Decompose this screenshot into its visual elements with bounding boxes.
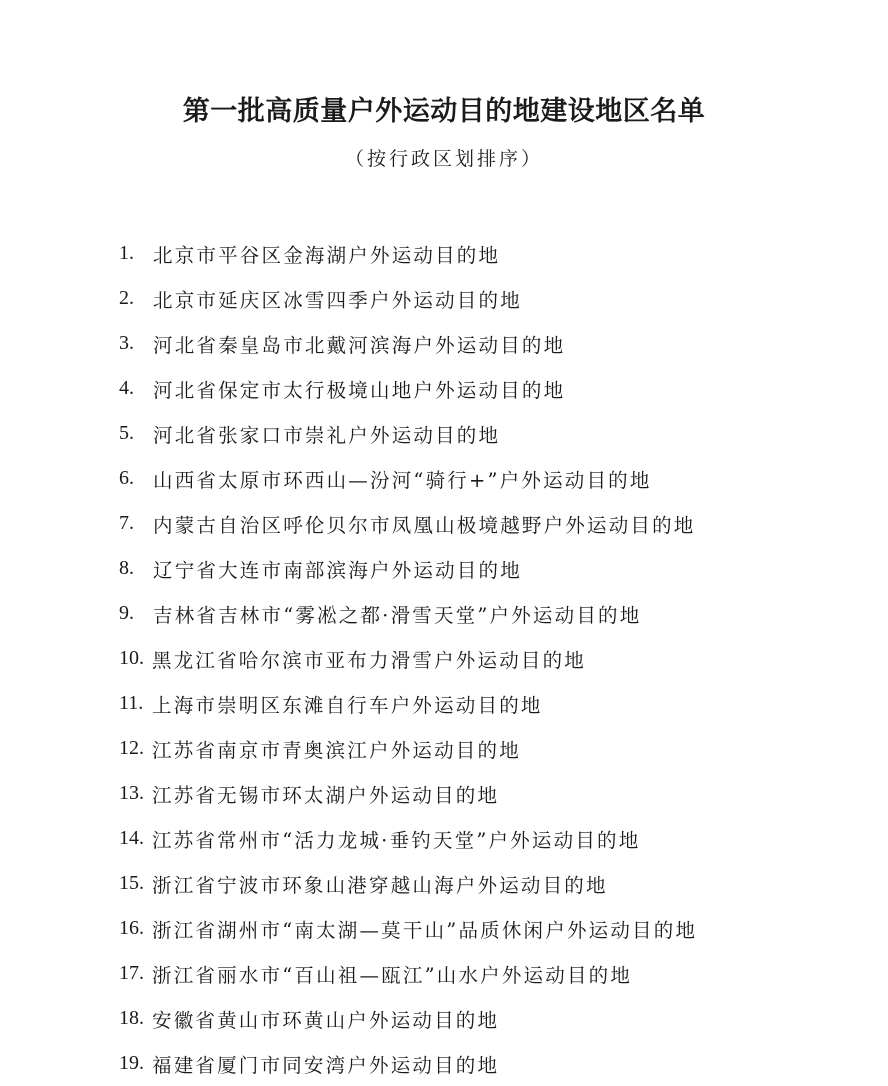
item-text: 安徽省黄山市环黄山户外运动目的地 [152, 1008, 500, 1032]
item-number: 8. [119, 557, 134, 579]
item-number: 7. [119, 512, 134, 534]
item-number: 17. [119, 962, 144, 984]
document-title: 第一批高质量户外运动目的地建设地区名单 [182, 96, 706, 127]
item-text: 河北省张家口市崇礼户外运动目的地 [153, 423, 501, 447]
item-number: 10. [119, 647, 144, 669]
list-item [119, 681, 879, 726]
item-number: 19. [119, 1052, 144, 1074]
item-text: 北京市延庆区冰雪四季户外运动目的地 [153, 288, 522, 312]
item-number: 9. [119, 602, 134, 624]
item-text: 河北省保定市太行极境山地户外运动目的地 [153, 378, 566, 402]
item-number: 12. [119, 737, 144, 759]
item-text: 辽宁省大连市南部滨海户外运动目的地 [153, 558, 522, 582]
item-number: 15. [119, 872, 144, 894]
item-text: 吉林省吉林市“雾凇之都·滑雪天堂”户外运动目的地 [153, 603, 642, 627]
item-number: 18. [119, 1007, 144, 1029]
item-text: 浙江省湖州市“南太湖—莫干山”品质休闲户外运动目的地 [152, 918, 698, 942]
item-text: 江苏省南京市青奥滨江户外运动目的地 [152, 738, 521, 762]
item-text: 河北省秦皇岛市北戴河滨海户外运动目的地 [153, 333, 566, 357]
list-item [119, 501, 879, 546]
list-item [119, 366, 879, 411]
item-text: 浙江省宁波市环象山港穿越山海户外运动目的地 [152, 873, 608, 897]
document-subtitle: （按行政区划排序） [344, 148, 543, 170]
list-item [119, 636, 879, 681]
item-text: 福建省厦门市同安湾户外运动目的地 [152, 1053, 500, 1077]
item-number: 13. [119, 782, 144, 804]
item-number: 14. [119, 827, 144, 849]
item-text: 黑龙江省哈尔滨市亚布力滑雪户外运动目的地 [152, 648, 587, 672]
list-item [119, 996, 879, 1041]
list-item [119, 771, 879, 816]
list-item [119, 231, 879, 276]
list-item [119, 861, 879, 906]
list-item [119, 591, 879, 636]
item-text: 江苏省常州市“活力龙城·垂钓天堂”户外运动目的地 [152, 828, 641, 852]
item-number: 1. [119, 242, 134, 264]
item-number: 11. [119, 692, 144, 714]
item-number: 5. [119, 422, 134, 444]
item-text: 山西省太原市环西山—汾河“骑行+”户外运动目的地 [153, 468, 652, 492]
list-item [119, 816, 879, 861]
list-item [119, 951, 879, 996]
item-text: 浙江省丽水市“百山祖—瓯江”山水户外运动目的地 [152, 963, 633, 987]
list-item [119, 321, 879, 366]
list-item [119, 1041, 879, 1086]
destination-list [119, 231, 879, 1086]
item-number: 6. [119, 467, 134, 489]
item-text: 江苏省无锡市环太湖户外运动目的地 [152, 783, 500, 807]
list-item [119, 906, 879, 951]
list-item [119, 456, 879, 501]
item-number: 2. [119, 287, 134, 309]
item-number: 4. [119, 377, 134, 399]
item-number: 16. [119, 917, 144, 939]
list-item [119, 726, 879, 771]
item-text: 内蒙古自治区呼伦贝尔市凤凰山极境越野户外运动目的地 [153, 513, 696, 537]
item-text: 上海市崇明区东滩自行车户外运动目的地 [152, 693, 543, 717]
item-text: 北京市平谷区金海湖户外运动目的地 [153, 243, 501, 267]
item-number: 3. [119, 332, 134, 354]
list-item [119, 276, 879, 321]
list-item [119, 411, 879, 456]
list-item [119, 546, 879, 591]
